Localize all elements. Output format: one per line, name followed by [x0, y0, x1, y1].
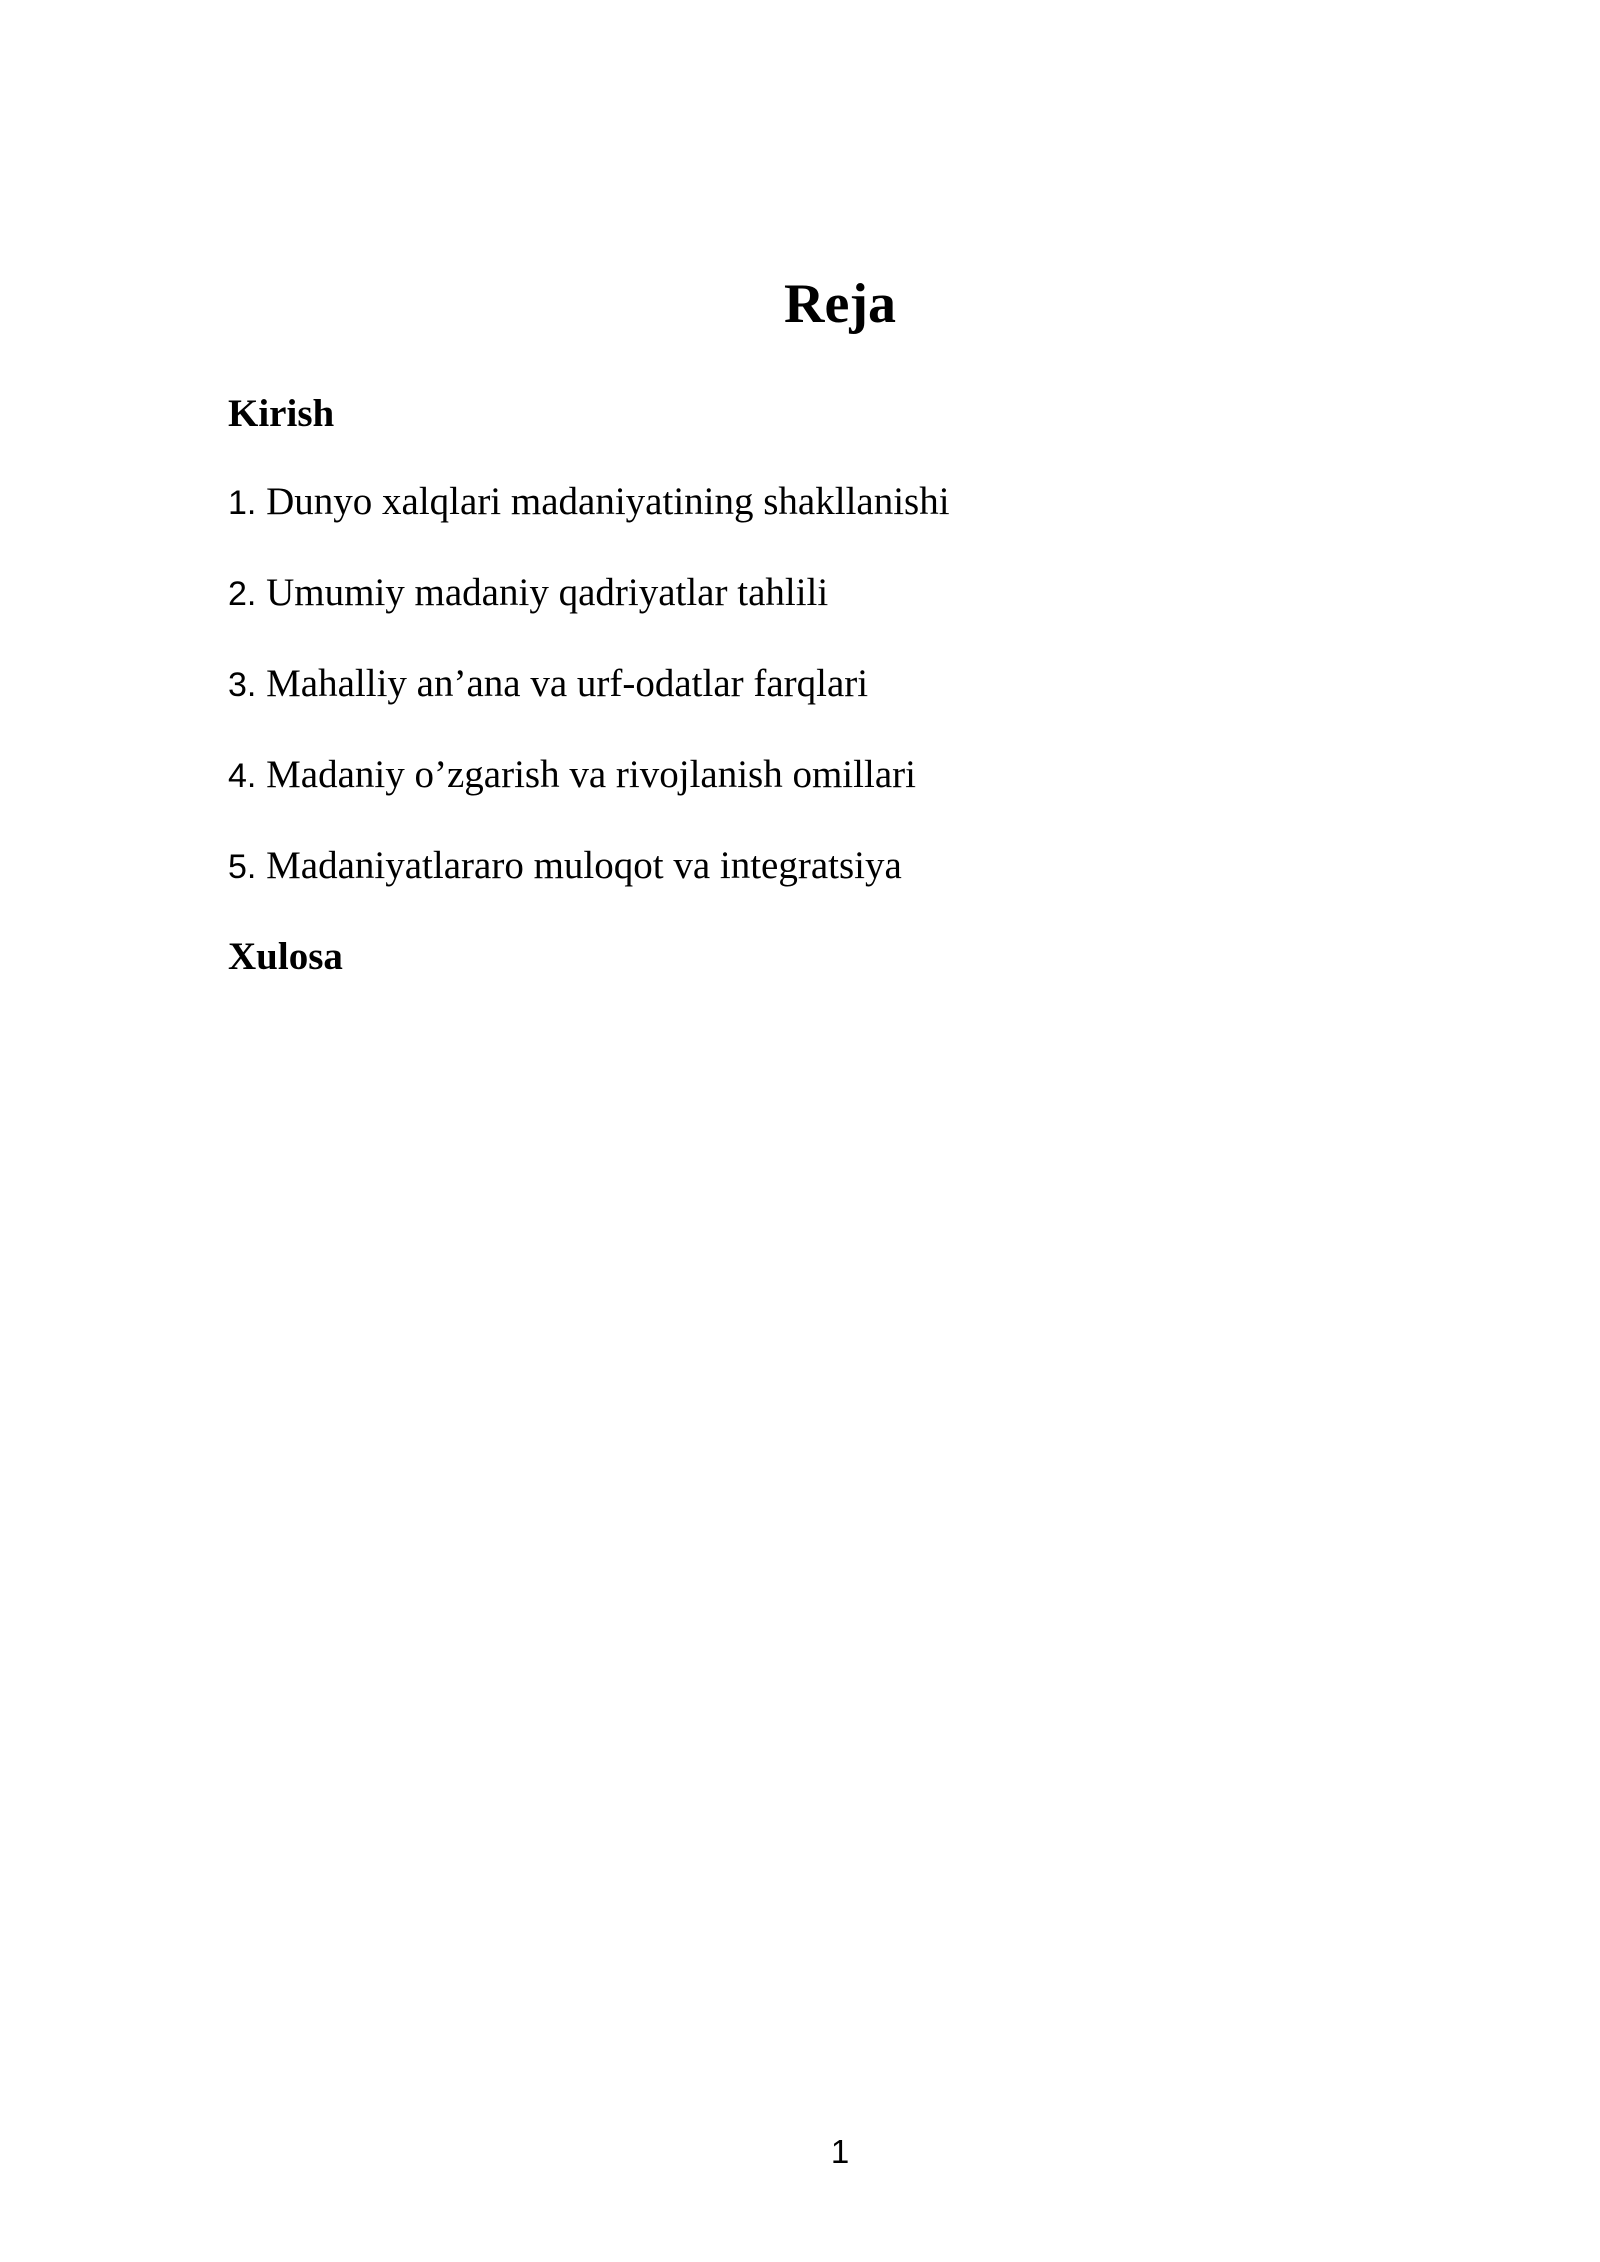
- toc-item-4: [228, 750, 950, 841]
- conclusion-heading: Xulosa: [228, 935, 343, 978]
- toc-item-1: [228, 477, 950, 568]
- toc-item-text: Umumiy madaniy qadriyatlar tahlili: [266, 571, 829, 614]
- page-number: 1: [830, 2133, 850, 2170]
- toc-item-3: [228, 659, 950, 750]
- toc-item-number: 4.: [228, 757, 257, 795]
- intro-heading: Kirish: [228, 392, 335, 435]
- toc-item-text: Madaniy o’zgarish va rivojlanish omillari: [266, 753, 916, 796]
- toc-item-text: Madaniyatlararo muloqot va integratsiya: [266, 844, 902, 887]
- toc-item-text: Mahalliy an’ana va urf-odatlar farqlari: [266, 662, 869, 705]
- toc-item-number: 2.: [228, 575, 257, 613]
- page-title: Reja: [784, 273, 896, 335]
- toc-item-number: 5.: [228, 848, 257, 886]
- toc-item-number: 3.: [228, 666, 257, 704]
- table-of-contents: [228, 477, 950, 932]
- toc-item-number: 1.: [228, 484, 257, 522]
- toc-item-5: [228, 841, 950, 932]
- toc-item-text: Dunyo xalqlari madaniyatining shakllanishi: [266, 480, 950, 523]
- toc-item-2: [228, 568, 950, 659]
